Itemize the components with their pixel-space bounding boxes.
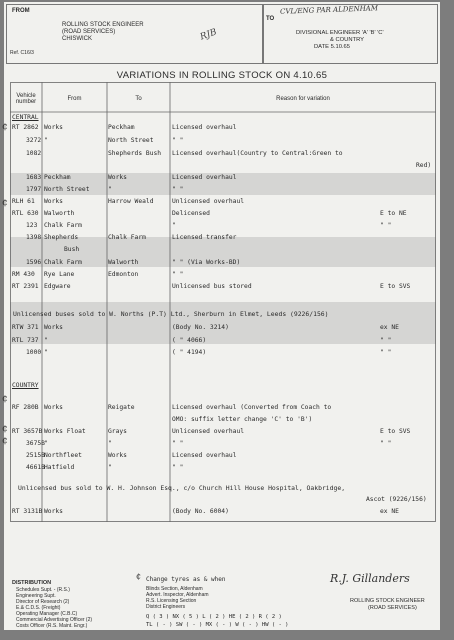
margin-mark: ¢ [2, 394, 8, 404]
from-line: ROLLING STOCK ENGINEER [62, 22, 144, 28]
column-header-from: From [67, 96, 82, 102]
cell-reason: " " [172, 137, 184, 144]
cell-to: Reigate [108, 404, 135, 411]
cell-extra: ex NE [380, 508, 399, 515]
section-country: COUNTRY [12, 382, 39, 389]
cell-vehicle: RT 3657B [12, 428, 43, 435]
column-header-reason: Reason for variation [276, 96, 330, 102]
margin-mark: ¢ [2, 122, 8, 132]
cell-vehicle: 3272 [26, 137, 42, 144]
cell-reason: (Body No. 3214) [172, 324, 229, 331]
cell-extra: ex NE [380, 324, 399, 331]
margin-mark: ¢ [136, 572, 142, 581]
distribution-title: DISTRIBUTION [12, 580, 52, 586]
cell-to: Walworth [108, 259, 139, 266]
tyre-instruction: Change tyres as & when [146, 576, 226, 583]
cell-vehicle: 4661B [26, 464, 45, 471]
cell-from: Hatfield [44, 464, 75, 471]
cell-from: Walworth [44, 210, 75, 217]
column-header-vehicle: Vehicle number [15, 93, 37, 105]
cell-reason: " " (Via Works-BD) [172, 259, 241, 266]
to-line: & COUNTRY [330, 37, 365, 43]
cell-vehicle: 1683 [26, 174, 42, 181]
cell-vehicle: 3675B [26, 440, 45, 447]
cell-to: " [108, 440, 112, 447]
distribution-item: Schedules Supt. - (R.S.) [16, 587, 70, 593]
cell-reason: Unlicensed bus stored [172, 283, 252, 290]
cell-from: Rye Lane [44, 271, 75, 278]
margin-mark: ¢ [2, 198, 8, 208]
distribution-item: R.S. Licensing Section [146, 598, 197, 604]
cell-reason: Licensed overhaul(Country to Central:Green to [172, 150, 343, 157]
cell-vehicle: RTW 371 [12, 324, 39, 331]
cell-to: " [108, 464, 112, 471]
signature-title: ROLLING STOCK ENGINEER [350, 598, 425, 604]
cell-vehicle: RF 280B [12, 404, 39, 411]
cell-reason: " [172, 222, 176, 229]
cell-from: " [44, 137, 48, 144]
tyre-codes-row: TL ( - ) SW ( - ) MX ( - ) W ( - ) HW ( - ) [146, 622, 289, 628]
to-line: DIVISIONAL ENGINEER 'A' 'B' 'C' [296, 30, 384, 36]
cell-vehicle: RT 3131B [12, 508, 43, 515]
signature: R.J. Gillanders [330, 572, 410, 585]
distribution-item: Costs Officer (R.S. Maint. Engr.) [16, 623, 88, 629]
from-line: (ROAD SERVICES) [62, 29, 116, 35]
distribution-item: Advert. Inspector, Aldenham [146, 592, 209, 598]
cell-reason: " " [172, 271, 184, 278]
cell-from: " [44, 337, 48, 344]
cell-to: Harrow Weald [108, 198, 154, 205]
distribution-item: Engineering Supt. [16, 593, 56, 599]
distribution-item: Blinds Section, Aldenham [146, 586, 203, 592]
cell-to: Grays [108, 428, 127, 435]
page-title: VARIATIONS IN ROLLING STOCK ON 4.10.65 [116, 70, 328, 81]
cell-to: Peckham [108, 124, 135, 131]
date: DATE 5.10.65 [314, 44, 350, 50]
cell-reason: Licensed overhaul [172, 124, 237, 131]
cell-extra: E to NE [380, 210, 407, 217]
cell-vehicle: RT 2391 [12, 283, 39, 290]
cell-from: Works [44, 324, 63, 331]
cell-extra: E to SVS [380, 428, 411, 435]
cell-extra: E to SVS [380, 283, 411, 290]
cell-extra: " " [380, 222, 392, 229]
cell-from: Works [44, 198, 63, 205]
cell-from: Shepherds [44, 234, 79, 241]
cell-reason: Licensed overhaul [172, 452, 237, 459]
cell-vehicle: 1398 [26, 234, 42, 241]
margin-mark: ¢ [2, 424, 8, 434]
cell-to: " [108, 186, 112, 193]
cell-vehicle: 1000 [26, 349, 42, 356]
cell-reason: Unlicensed overhaul [172, 428, 245, 435]
cell-reason: Unlicensed overhaul [172, 198, 245, 205]
cell-reason: Ascot (9226/156) [366, 496, 427, 503]
cell-reason: Licensed overhaul [172, 174, 237, 181]
document-page [4, 2, 440, 630]
cell-to: Shepherds Bush [108, 150, 162, 157]
cell-to: Works [108, 452, 127, 459]
cell-from: Chalk Farm [44, 259, 82, 266]
cell-from: " [44, 440, 48, 447]
from-address [62, 22, 144, 43]
from-label: FROM [12, 8, 30, 14]
from-line: CHISWICK [62, 36, 92, 42]
distribution-list-right [146, 586, 209, 610]
cell-vehicle: RTL 737 [12, 337, 39, 344]
cell-reason: " " [172, 440, 184, 447]
shade-band [10, 302, 436, 344]
cell-reason: Delicensed [172, 210, 210, 217]
margin-mark: ¢ [2, 436, 8, 446]
to-label: TO [266, 16, 275, 22]
cell-vehicle: 1797 [26, 186, 42, 193]
cell-reason: " " [172, 464, 184, 471]
cell-extra: " " [380, 337, 392, 344]
cell-vehicle: RT 2862 [12, 124, 39, 131]
cell-from: Bush [64, 246, 80, 253]
cell-to: Chalk Farm [108, 234, 146, 241]
cell-vehicle: RLH 61 [12, 198, 35, 205]
to-handwritten: CVL/ENG PAR ALDENHAM [279, 4, 379, 16]
distribution-item: Commercial Advertising Officer (2) [16, 617, 93, 623]
cell-from: Northfleet [44, 452, 82, 459]
signature-subtitle: (ROAD SERVICES) [368, 605, 417, 611]
sale-note-norths: Unlicensed buses sold to W. Norths (P.T) Ltd., Sherburn in Elmet, Leeds (9226/156) [13, 310, 329, 318]
cell-reason: Licensed transfer [172, 234, 237, 241]
distribution-item: District Engineers [146, 604, 186, 610]
to-address [296, 30, 384, 51]
cell-extra: " " [380, 440, 392, 447]
cell-reason: OMO: suffix letter change 'C' to 'B') [172, 416, 313, 423]
cell-vehicle: 2515B [26, 452, 45, 459]
cell-from: Edgware [44, 283, 71, 290]
cell-from: Chalk Farm [44, 222, 82, 229]
cell-to: Edmonton [108, 271, 139, 278]
cell-vehicle: 1082 [26, 150, 42, 157]
cell-vehicle: RM 430 [12, 271, 35, 278]
cell-from: Works Float [44, 428, 86, 435]
cell-from: Works [44, 508, 63, 515]
cell-from: North Street [44, 186, 90, 193]
distribution-item: Operating Manager (C.B.C) [16, 611, 78, 617]
distribution-item: E.& C.D.S. (Freight) [16, 605, 61, 611]
cell-reason: " " [172, 186, 184, 193]
cell-from: " [44, 349, 48, 356]
reference: Ref. C16/3 [10, 50, 34, 56]
cell-vehicle: 123 [26, 222, 38, 229]
cell-reason: ( " 4066) [172, 337, 207, 344]
cell-from: Peckham [44, 174, 71, 181]
distribution-list [16, 587, 92, 629]
cell-reason: (Body No. 6004) [172, 508, 229, 515]
sale-note-johnson: Unlicensed bus sold to W. H. Johnson Esq., c/o Church Hill House Hospital, Oakbridge, [18, 484, 346, 492]
cell-to: Works [108, 174, 127, 181]
cell-to: North Street [108, 137, 154, 144]
cell-reason: ( " 4194) [172, 349, 207, 356]
cell-reason: Licensed overhaul (Converted from Coach to [172, 404, 332, 411]
cell-vehicle: RTL 630 [12, 210, 39, 217]
cell-from: Works [44, 124, 63, 131]
cell-reason: Red) [416, 162, 432, 169]
distribution-item: Director of Research (2) [16, 599, 70, 605]
section-central: CENTRAL [12, 114, 39, 121]
cell-vehicle: 1596 [26, 259, 42, 266]
tyre-codes-row: Q ( 3 ) NX ( 5 ) L ( 2 ) HE ( 2 ) R ( 2 ) [146, 614, 282, 620]
column-header-to: To [135, 96, 142, 102]
cell-extra: " " [380, 349, 392, 356]
cell-from: Works [44, 404, 63, 411]
initials-stamp: RJB [198, 27, 219, 43]
